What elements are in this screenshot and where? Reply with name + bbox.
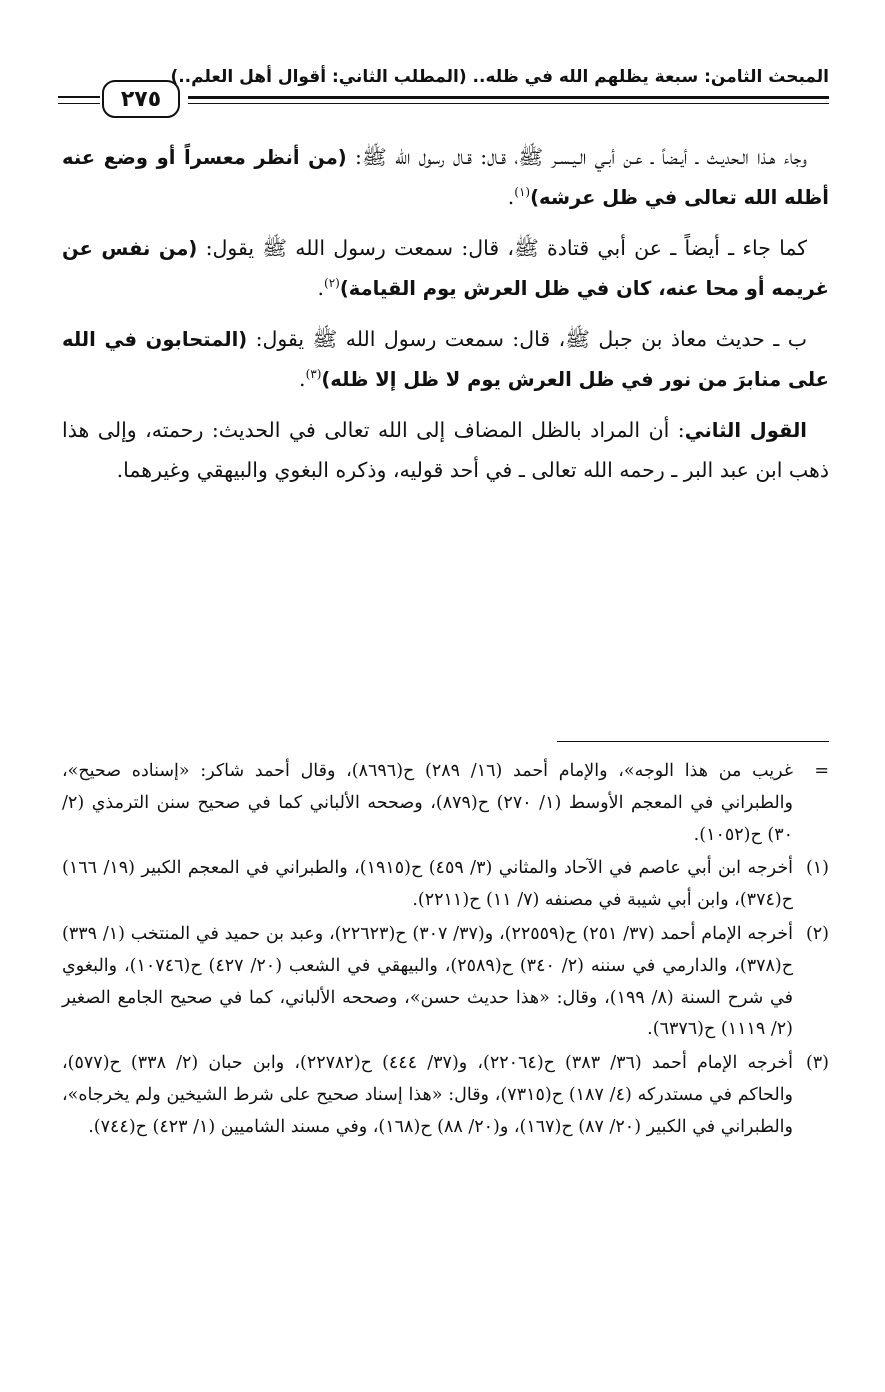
paragraph-4-text: : أن المراد بالظل المضاف إلى الله تعالى في الحديث: رحمته، وإلى هذا ذهب ابن عبد البر ـ رحمه الله تعالى ـ في أحد قوليه، وذكره البغوي والبيهقي وغيرهما. (62, 418, 829, 482)
footnote-2 (62, 919, 829, 1046)
second-opinion-heading: القول الثاني (684, 419, 807, 442)
footnote-marker: (٢) (805, 923, 829, 944)
running-header-title: المبحث الثامن: سبعة يظلهم الله في ظله.. (المطلب الثاني: أقوال أهل العلم..) (170, 67, 829, 87)
footnote-text: غريب من هذا الوجه»، والإمام أحمد (١٦/ ٢٨٩) ح(٨٦٩٦)، وقال أحمد شاكر: «إسناده صحيح»، والطبراني في المعجم الأوسط (١/ ٢٧٠) ح(٨٧٩)، وصححه الألباني كما في صحيح سنن الترمذي (٢/ ٣٠) ح(١٠٥٢). (62, 761, 793, 845)
footnote-separator (557, 741, 829, 742)
paragraph-3-end: . (299, 366, 306, 391)
footnote-text: أخرجه الإمام أحمد (٣٧/ ٢٥١) ح(٢٢٥٥٩)، و(٣٧/ ٣٠٧) ح(٢٢٦٢٣)، وعبد بن حميد في المنتخب (١/ ٣٣٩) ح(٣٧٨)، والدارمي في سننه (٢/ ٣٤٠) ح(٢٥٨٩)، والبيهقي في الشعب (٢٠/ ٤٢٧) ح(١٠٧٤٦)، والبغوي في شرح السنة (٨/ ١٩٩)، وقال: «هذا حديث حسن»، وصححه الألباني، كما في صحيح الجامع الصغير (٢/ ١١١٩) ح(٦٣٧٦). (62, 923, 794, 1040)
header-rule-left-thin (58, 103, 100, 104)
hadith-quote-1: (من أنظر معسراً أو وضع عنه أظله الله تعالى في ظل عرشه) (62, 146, 829, 209)
header-rule-thick (188, 96, 829, 99)
footnote-marker: = (814, 761, 829, 781)
main-text (62, 138, 829, 501)
footnote-1 (62, 853, 829, 917)
paragraph-1-text: وجاء هـذا الـحديـث ـ أيـضاً ـ عـن أبـي الـيـسـر ﷺ، قـال: قـال رسول الله ﷺ: (346, 145, 807, 169)
paragraph-2 (62, 229, 829, 308)
footnote-marker: (١) (805, 858, 829, 879)
hadith-quote-3: (المتحابون في الله على منابرَ من نور في ظل العرش يوم لا ظل إلا ظله) (62, 328, 829, 391)
page-number: ٢٧٥ (102, 80, 180, 118)
paragraph-3 (62, 320, 829, 399)
footnote-text: أخرجه الإمام أحمد (٣٦/ ٣٨٣) ح(٢٢٠٦٤)، و(٣٧/ ٤٤٤) ح(٢٢٧٨٢)، وابن حبان (٢/ ٣٣٨) ح(٥٧٧)، والحاكم في مستدركه (٤/ ١٨٧) ح(٧٣١٥)، وقال: «هذا إسناد صحيح على شرط الشيخين ولم يخرجاه»، والطبراني في الكبير (٢٠/ ٨٧) ح(١٦٧)، و(٢٠/ ٨٨) ح(١٦٨)، وفي مسند الشاميين (١/ ٤٢٣) ح(٧٤٤). (62, 1053, 794, 1137)
footnote-ref-3[interactable]: (٣) (305, 366, 322, 381)
footnote-continued (62, 756, 829, 851)
header-rule-left-thick (58, 96, 100, 98)
paragraph-1-end: . (507, 184, 515, 209)
paragraph-2-text: كما جاء ـ أيضاً ـ عن أبي قتادة ﷺ، قال: سمعت رسول الله ﷺ يقول: (197, 236, 808, 260)
hadith-quote-2: (من نفس عن غريمه أو محا عنه، كان في ظل العرش يوم القيامة) (62, 237, 829, 300)
paragraph-4 (62, 411, 829, 489)
footnote-marker: (٣) (805, 1053, 829, 1074)
footnote-3 (62, 1048, 829, 1143)
paragraph-3-text: ب ـ حديث معاذ بن جبل ﷺ، قال: سمعت رسول الله ﷺ يقول: (247, 327, 807, 351)
paragraph-1 (62, 138, 829, 217)
header-rule-thin (188, 103, 829, 104)
paragraph-2-end: . (317, 275, 325, 300)
footnote-ref-2[interactable]: (٢) (324, 275, 340, 290)
footnote-text: أخرجه ابن أبي عاصم في الآحاد والمثاني (٣/ ٤٥٩) ح(١٩١٥)، والطبراني في المعجم الكبير (١٩/ ١٦٦) ح(٣٧٤)، وابن أبي شيبة في مصنفه (٧/ ١١) ح(٢٢١١). (62, 858, 794, 911)
footnotes (62, 756, 829, 1146)
footnote-ref-1[interactable]: (١) (514, 184, 531, 199)
